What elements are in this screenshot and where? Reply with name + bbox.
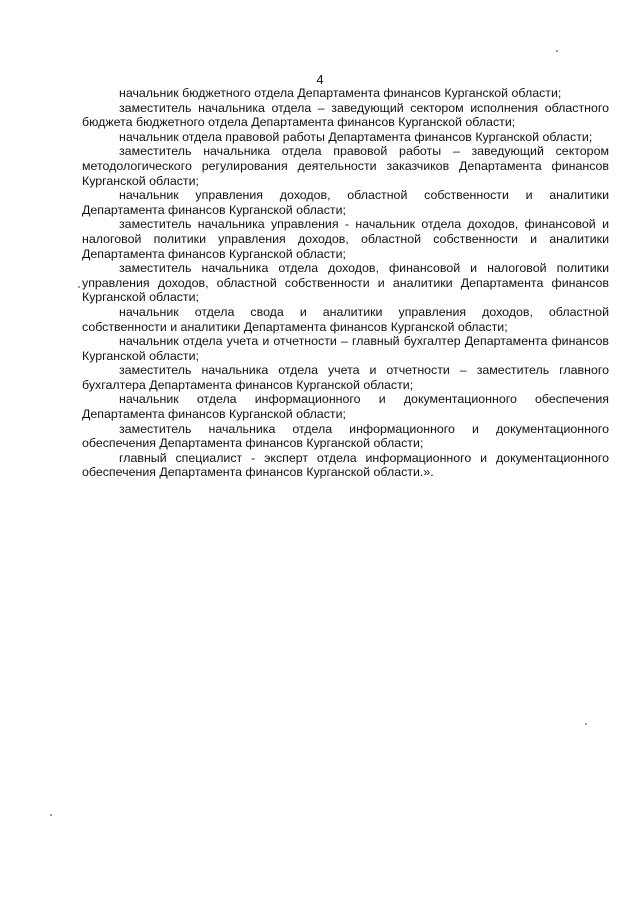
list-item: заместитель начальника управления - начальник отдела доходов, финансовой и налоговой политики управления доходов, областной собственности и аналитики Департамента финансов Курганской области;: [82, 217, 609, 261]
list-item: заместитель начальника отдела доходов, финансовой и налоговой политики управления доходов, областной собственности и аналитики Департамента финансов Курганской области;: [82, 261, 609, 305]
list-item: заместитель начальника отдела учета и отчетности – заместитель главного бухгалтера Департамента финансов Курганской области;: [82, 363, 609, 392]
scan-speck: [78, 286, 80, 288]
position-list: [82, 86, 609, 480]
scan-speck: [50, 814, 52, 816]
list-item: главный специалист - эксперт отдела информационного и документационного обеспечения Департамента финансов Курганской области.».: [82, 450, 609, 480]
list-item: начальник отдела правовой работы Департамента финансов Курганской области;: [119, 129, 593, 144]
list-item: начальник управления доходов, областной собственности и аналитики Департамента финансов Курганской области;: [82, 188, 609, 217]
scan-speck: [585, 723, 587, 725]
list-item: начальник отдела свода и аналитики управления доходов, областной собственности и аналитики Департамента финансов Курганской области;: [82, 304, 609, 334]
list-item: начальник отдела учета и отчетности – главный бухгалтер Департамента финансов Курганской области;: [82, 334, 609, 363]
list-item: заместитель начальника отдела информационного и документационного обеспечения Департамента финансов Курганской области;: [82, 421, 609, 451]
list-item: заместитель начальника отдела правовой работы – заведующий сектором методологического регулирования деятельности заказчиков Департамента финансов Курганской области;: [82, 144, 609, 188]
list-item: заместитель начальника отдела – заведующий сектором исполнения областного бюджета бюджетного отдела Департамента финансов Курганской области;: [82, 100, 609, 130]
scan-speck: [556, 50, 558, 52]
list-item: начальник бюджетного отдела Департамента финансов Курганской области;: [119, 86, 562, 100]
page-number: 4: [316, 72, 324, 87]
list-item: начальник отдела информационного и документационного обеспечения Департамента финансов Курганской области;: [82, 392, 609, 422]
